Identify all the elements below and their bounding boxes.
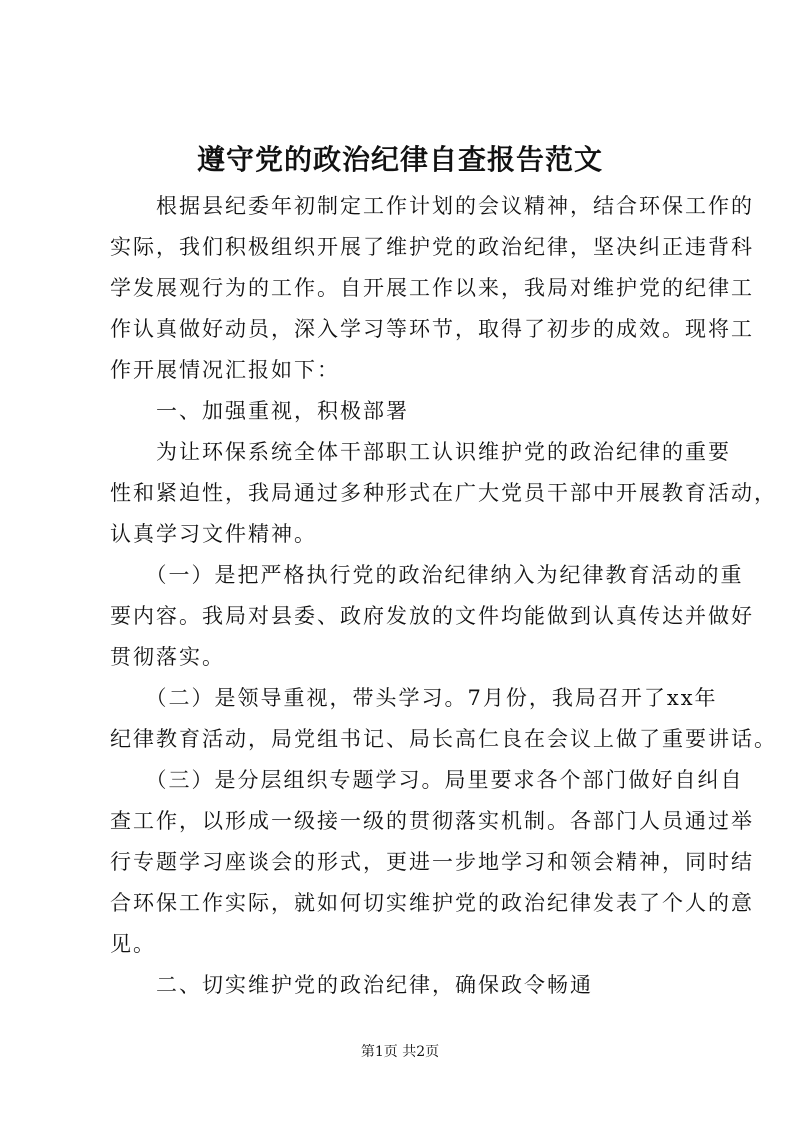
document-title: 遵守党的政治纪律自查报告范文	[196, 143, 603, 176]
body-line: 查工作，以形成一级接一级的贯彻落实机制。各部门人员通过举	[110, 809, 754, 833]
body-line: 性和紧迫性，我局通过多种形式在广大党员干部中开展教育活动，	[110, 481, 777, 505]
body-line: 要内容。我局对县委、政府发放的文件均能做到认真传达并做好	[110, 604, 754, 628]
body-line: 学发展观行为的工作。自开展工作以来，我局对维护党的纪律工	[110, 276, 754, 300]
body-line: 作认真做好动员，深入学习等环节，取得了初步的成效。现将工	[110, 317, 754, 341]
body-line: 作开展情况汇报如下：	[110, 358, 340, 382]
body-line: 见。	[110, 932, 156, 956]
body-line: 实际，我们积极组织开展了维护党的政治纪律，坚决纠正违背科	[110, 235, 754, 259]
body-line: （三）是分层组织专题学习。局里要求各个部门做好自纠自	[110, 768, 744, 792]
body-line: 行专题学习座谈会的形式，更进一步地学习和领会精神，同时结	[110, 850, 754, 874]
page-footer: 第1页 共2页	[360, 1044, 440, 1060]
body-line: （一）是把严格执行党的政治纪律纳入为纪律教育活动的重	[110, 563, 744, 587]
body-line: 贯彻落实。	[110, 645, 225, 669]
body-line: （二）是领导重视，带头学习。7月份，我局召开了xx年	[110, 686, 718, 710]
body-line: 为让环保系统全体干部职工认识维护党的政治纪律的重要	[110, 440, 731, 464]
body-line: 纪律教育活动，局党组书记、局长高仁良在会议上做了重要讲话。	[110, 727, 777, 751]
section-heading: 二、切实维护党的政治纪律，确保政令畅通	[110, 973, 593, 997]
section-heading: 一、加强重视，积极部署	[110, 399, 409, 423]
body-line: 合环保工作实际，就如何切实维护党的政治纪律发表了个人的意	[110, 891, 754, 915]
body-line: 认真学习文件精神。	[110, 522, 317, 546]
body-line: 根据县纪委年初制定工作计划的会议精神，结合环保工作的	[110, 194, 754, 218]
